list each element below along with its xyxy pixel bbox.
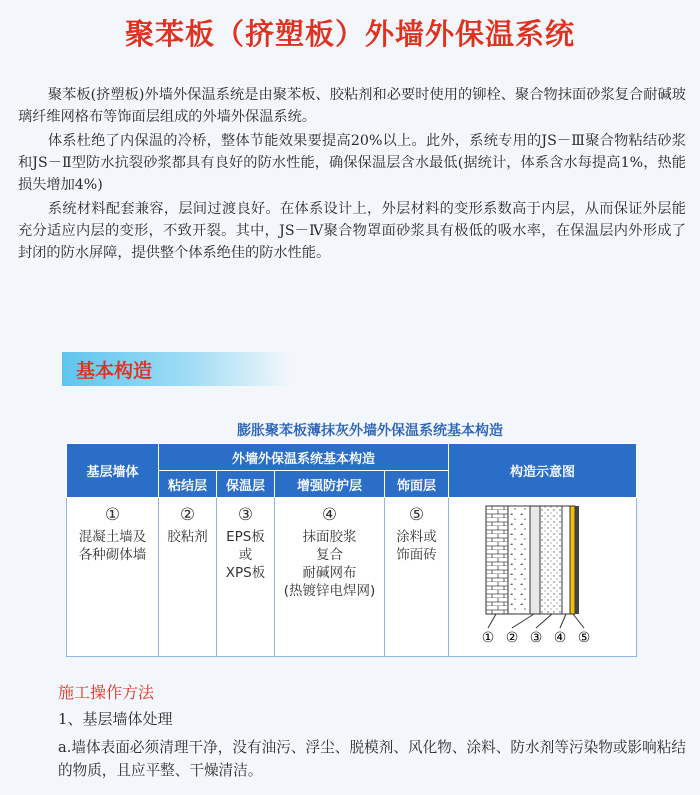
layer-adhesive bbox=[530, 506, 540, 614]
cell-text: 饰面砖 bbox=[396, 547, 437, 563]
header-diagram: 构造示意图 bbox=[449, 444, 637, 498]
layer-concrete bbox=[508, 506, 530, 614]
wall-section-diagram bbox=[468, 502, 618, 650]
header-system-group: 外墙外保温系统基本构造 bbox=[159, 444, 449, 471]
intro-text bbox=[18, 84, 686, 266]
cell-adhesive bbox=[159, 498, 217, 657]
cell-text: 混凝土墙及 bbox=[78, 529, 147, 545]
cell-base-wall bbox=[67, 498, 159, 657]
section-heading-bar bbox=[62, 352, 290, 386]
table-title: 膨胀聚苯板薄抹灰外墙外保温系统基本构造 bbox=[237, 423, 503, 439]
layer-number: ⑤ bbox=[408, 505, 425, 525]
header-reinforce: 增强防护层 bbox=[275, 471, 385, 498]
header-insulation: 保温层 bbox=[217, 471, 275, 498]
layer-insulation bbox=[540, 506, 562, 614]
page-title: 聚苯板（挤塑板）外墙外保温系统 bbox=[124, 17, 575, 51]
cell-text: 复合 bbox=[316, 547, 343, 563]
cell-text: 耐碱网布 bbox=[302, 565, 357, 581]
diagram-label: ③ bbox=[529, 630, 542, 646]
header-base-wall: 基层墙体 bbox=[67, 444, 159, 498]
layer-masonry bbox=[486, 506, 508, 614]
cell-finish bbox=[385, 498, 449, 657]
cell-text: (热镀锌电焊网) bbox=[283, 583, 376, 599]
cell-text: 涂料或 bbox=[396, 529, 437, 545]
diagram-label: ④ bbox=[553, 630, 566, 646]
construction-heading: 施工操作方法 bbox=[58, 683, 155, 702]
cell-text: EPS板 bbox=[226, 529, 265, 545]
layer-number: ① bbox=[104, 505, 121, 525]
diagram-label: ① bbox=[481, 630, 494, 646]
layer-number: ④ bbox=[321, 505, 338, 525]
header-adhesive: 粘结层 bbox=[159, 471, 217, 498]
step-heading: 1、基层墙体处理 bbox=[58, 710, 173, 728]
diagram-label: ② bbox=[505, 630, 518, 646]
layer-reinforce bbox=[562, 506, 570, 614]
cell-text: 各种砌体墙 bbox=[78, 547, 147, 563]
intro-paragraph: 系统材料配套兼容，层间过渡良好。在体系设计上，外层材料的变形系数高于内层，从而保证外层能充分适应内层的变形，不致开裂。其中，JS－Ⅳ聚合物罩面砂浆具有极低的吸水率，在保温层内外形成了封闭的防水屏障，提供整个体系绝佳的防水性能。 bbox=[18, 201, 686, 261]
layer-number: ③ bbox=[237, 505, 254, 525]
intro-paragraph: 体系杜绝了内保温的冷桥，整体节能效果要提高20%以上。此外，系统专用的JS－Ⅲ聚合物粘结砂浆和JS－Ⅱ型防水抗裂砂浆都具有良好的防水性能，确保保温层含水最低(据统计，体系含水每提高1%，热能损失增加4%) bbox=[18, 133, 686, 193]
header-finish: 饰面层 bbox=[385, 471, 449, 498]
structure-table bbox=[66, 443, 637, 657]
diagram-label: ⑤ bbox=[577, 630, 590, 646]
layer-finish bbox=[570, 506, 575, 614]
cell-insulation bbox=[217, 498, 275, 657]
section-heading: 基本构造 bbox=[76, 360, 153, 382]
layer-number: ② bbox=[179, 505, 196, 525]
layer-outer bbox=[575, 506, 579, 614]
cell-diagram bbox=[449, 498, 637, 657]
cell-text: 胶粘剂 bbox=[167, 529, 208, 545]
cell-text: 抹面胶浆 bbox=[302, 529, 357, 545]
cell-reinforce bbox=[275, 498, 385, 657]
intro-paragraph: 聚苯板(挤塑板)外墙外保温系统是由聚苯板、胶粘剂和必要时使用的铆栓、聚合物抹面砂浆复合耐碱玻璃纤维网格布等饰面层组成的外墙外保温系统。 bbox=[18, 87, 686, 125]
cell-text: 或 bbox=[238, 547, 253, 563]
cell-text: XPS板 bbox=[225, 565, 266, 581]
step-text: a.墙体表面必须清理干净，没有油污、浮尘、脱模剂、风化物、涂料、防水剂等污染物或影响粘结的物质，且应平整、干燥清洁。 bbox=[58, 739, 686, 779]
